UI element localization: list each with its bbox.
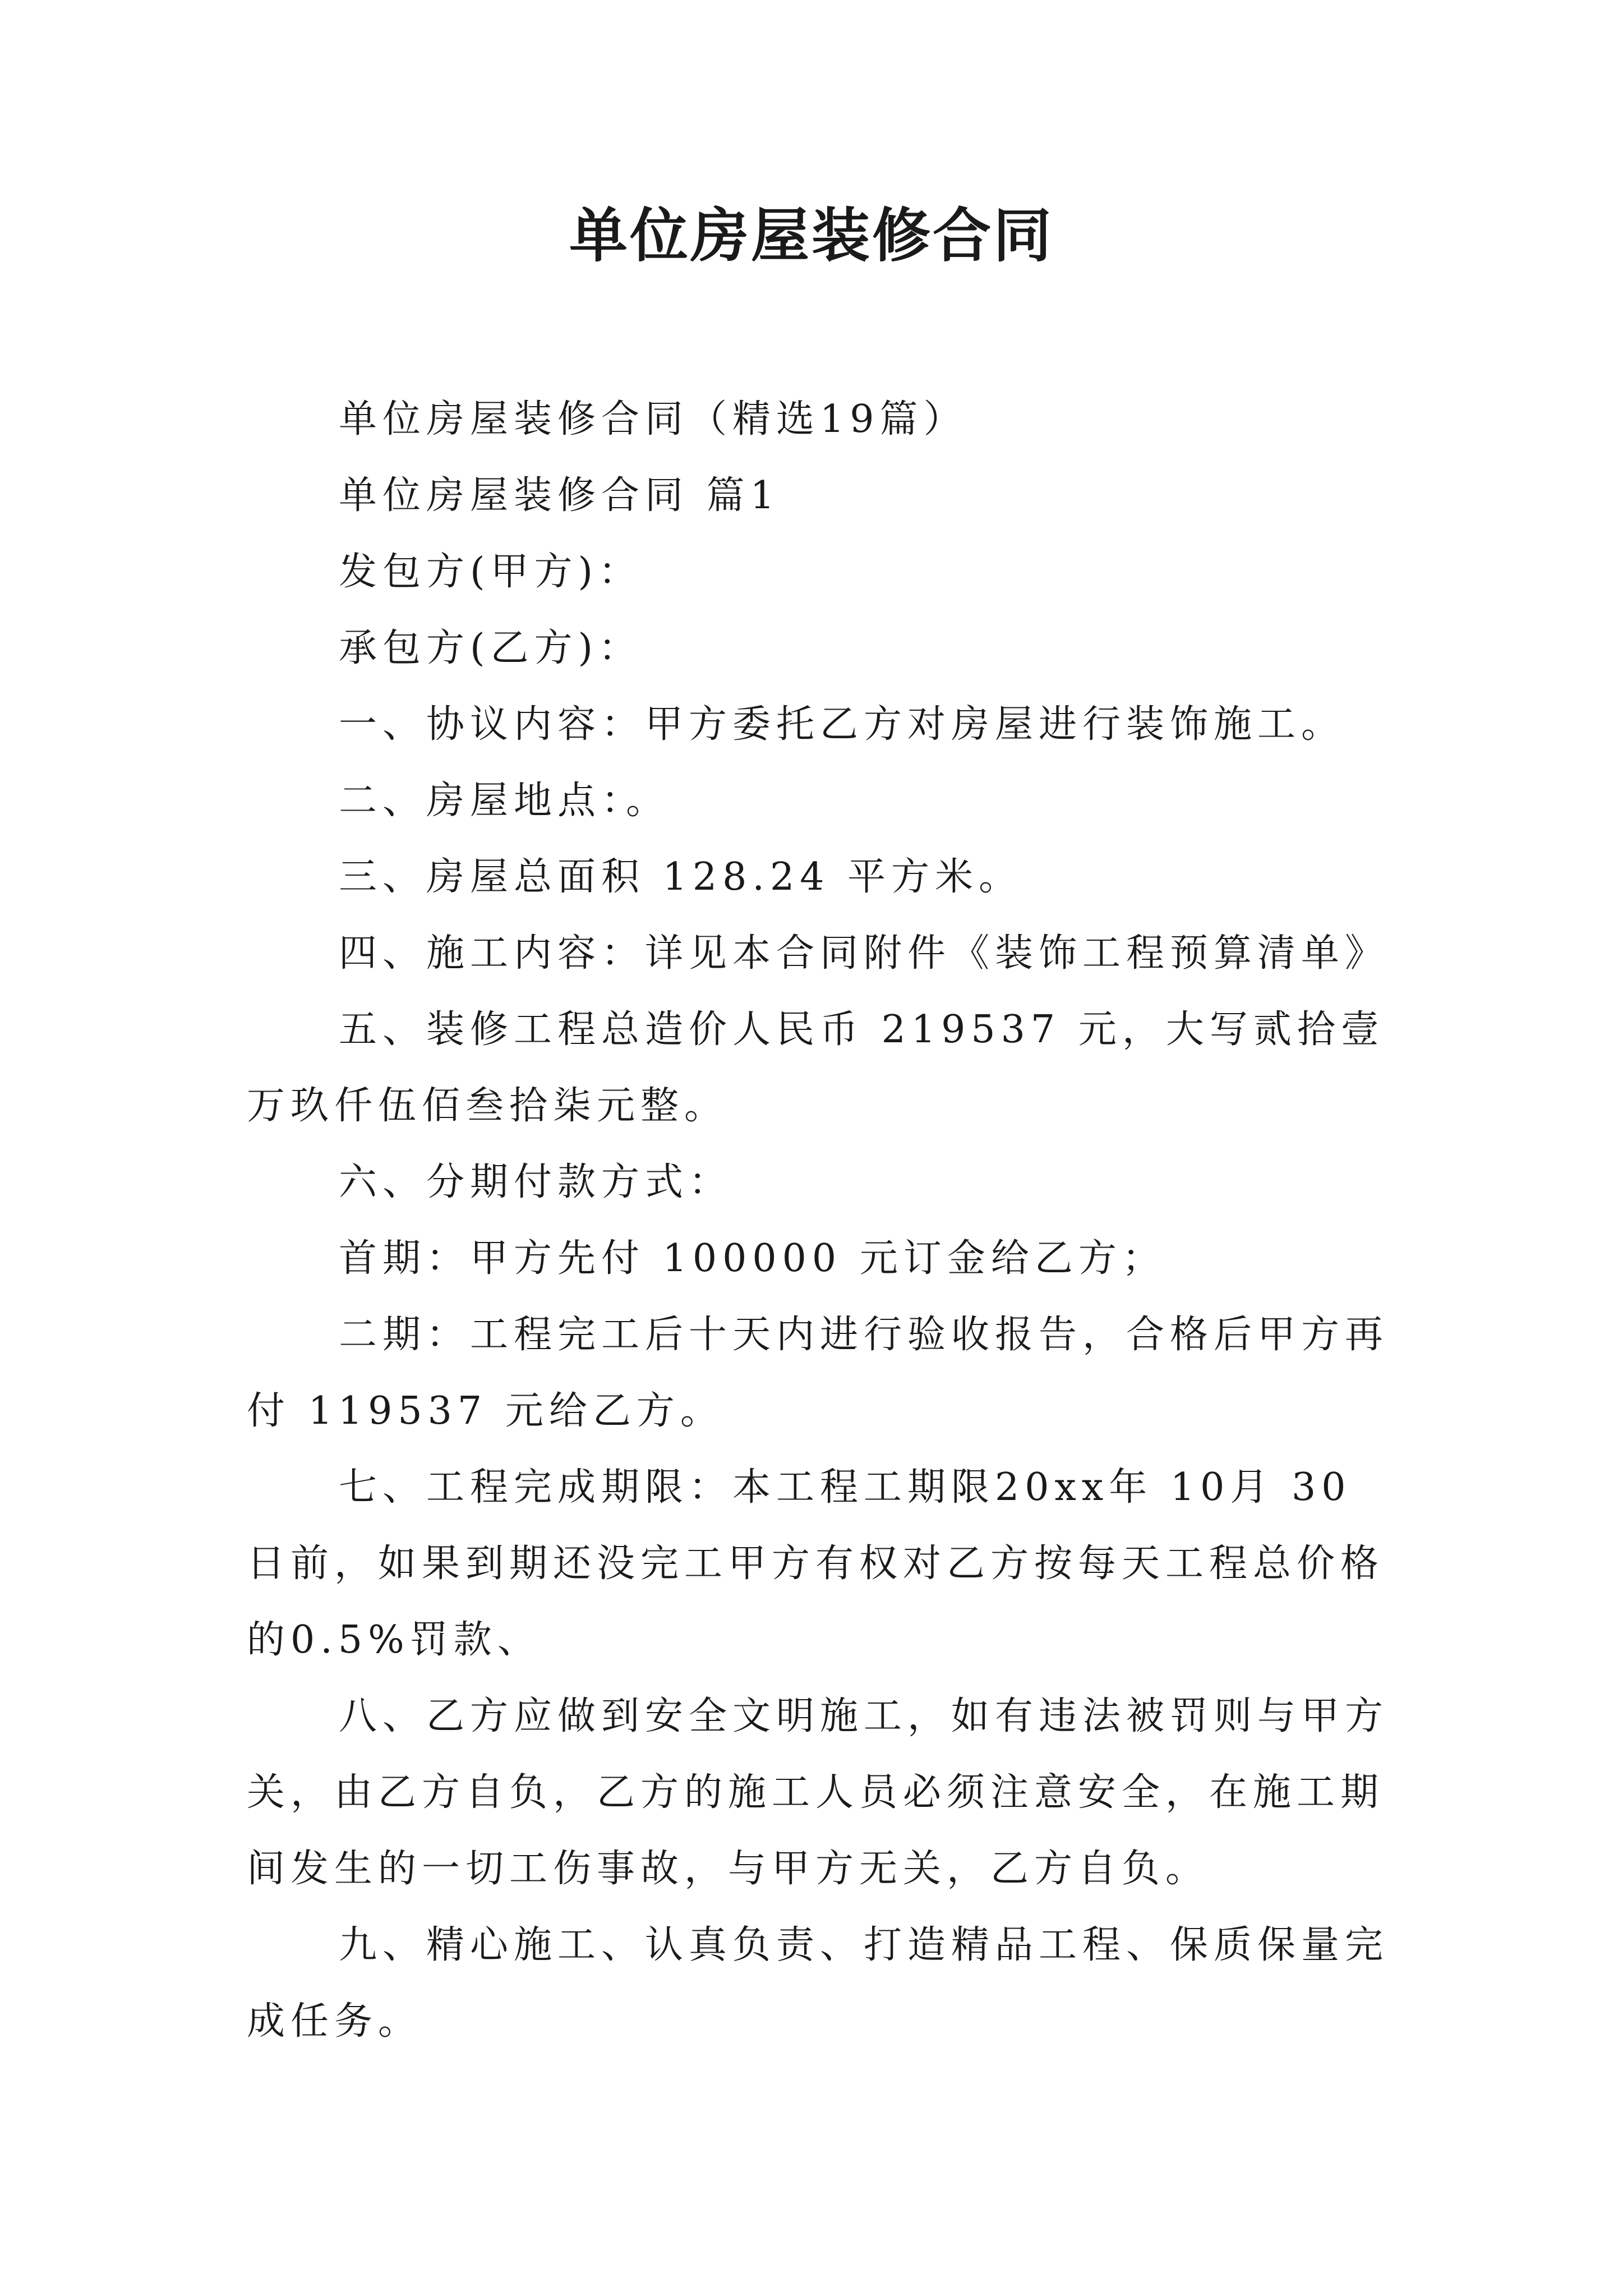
document-body [247, 381, 1391, 2060]
paragraph-clause-1: 一、协议内容：甲方委托乙方对房屋进行装饰施工。 [339, 702, 1345, 747]
paragraph-clause-8: 八、乙方应做到安全文明施工，如有违法被罚则与甲方关，由乙方自负，乙方的施工人员必须注意安全，在施工期间发生的一切工伤事故，与甲方无关，乙方自负。 [247, 1694, 1389, 1891]
paragraph-section-heading: 单位房屋装修合同 篇1 [339, 473, 780, 518]
paragraph-second-payment: 二期：工程完工后十天内进行验收报告，合格后甲方再付 119537 元给乙方。 [247, 1313, 1389, 1433]
paragraph-party-b: 承包方(乙方)： [339, 626, 643, 670]
paragraph-first-payment: 首期：甲方先付 100000 元订金给乙方； [339, 1236, 1166, 1281]
paragraph-subtitle: 单位房屋装修合同（精选19篇） [339, 397, 967, 441]
paragraph-clause-9: 九、精心施工、认真负责、打造精品工程、保质保量完成任务。 [247, 1923, 1389, 2044]
paragraph-clause-5: 五、装修工程总造价人民币 219537 元，大写贰拾壹万玖仟伍佰叁拾柒元整。 [247, 1007, 1385, 1128]
paragraph-party-a: 发包方(甲方)： [339, 550, 643, 594]
paragraph-clause-7: 七、工程完成期限：本工程工期限20xx年 10月 30 日前，如果到期还没完工甲方有权对乙方按每天工程总价格的0.5%罚款、 [247, 1465, 1385, 1662]
paragraph-clause-3: 三、房屋总面积 128.24 平方米。 [339, 855, 1023, 899]
paragraph-clause-4: 四、施工内容：详见本合同附件《装饰工程预算清单》 [339, 931, 1389, 976]
paragraph-clause-2: 二、房屋地点：。 [339, 779, 670, 823]
document-title: 单位房屋装修合同 [569, 201, 1054, 270]
paragraph-clause-6: 六、分期付款方式： [339, 1160, 733, 1204]
